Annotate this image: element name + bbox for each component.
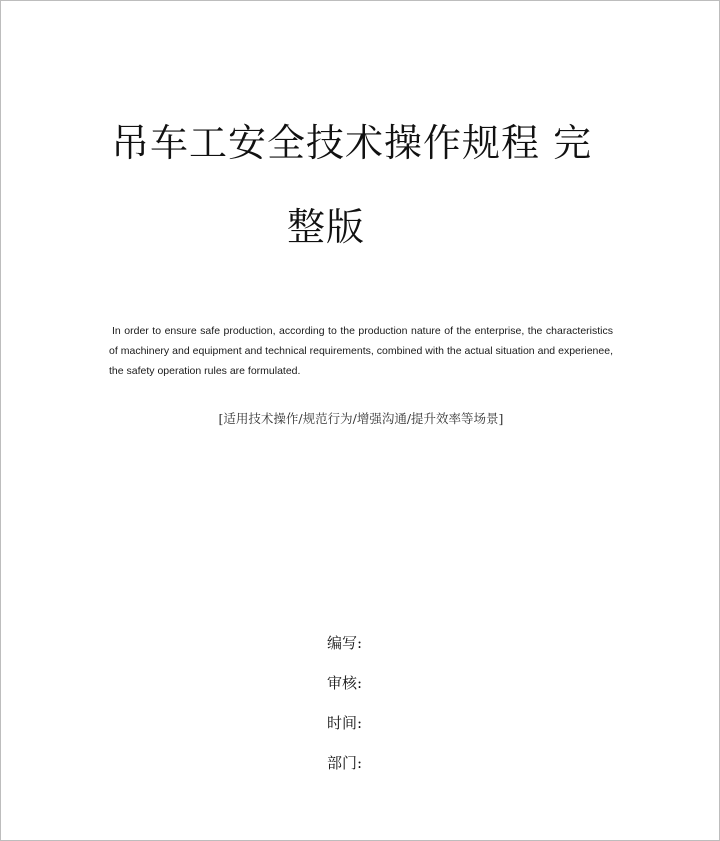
meta-field-time: 时间: [327, 714, 363, 732]
document-title-line-2: 整版 [287, 205, 366, 249]
meta-field-department: 部门: [327, 754, 363, 772]
meta-fields [327, 631, 362, 791]
document-title-line-1: 吊车工安全技术操作规程 完 [111, 121, 593, 165]
usage-tags: [适用技术操作/规范行为/增强沟通/提升效率等场景] [218, 411, 504, 426]
abstract-paragraph: In order to ensure safe production, according to the production nature of the enterprise, the characteristics of machinery and equipment and technical requirements, combined with the actual situation and experienee, the safety operation rules are formulated. [109, 325, 613, 377]
meta-field-reviewer: 审核: [327, 674, 363, 692]
meta-field-author: 编写: [327, 634, 363, 652]
